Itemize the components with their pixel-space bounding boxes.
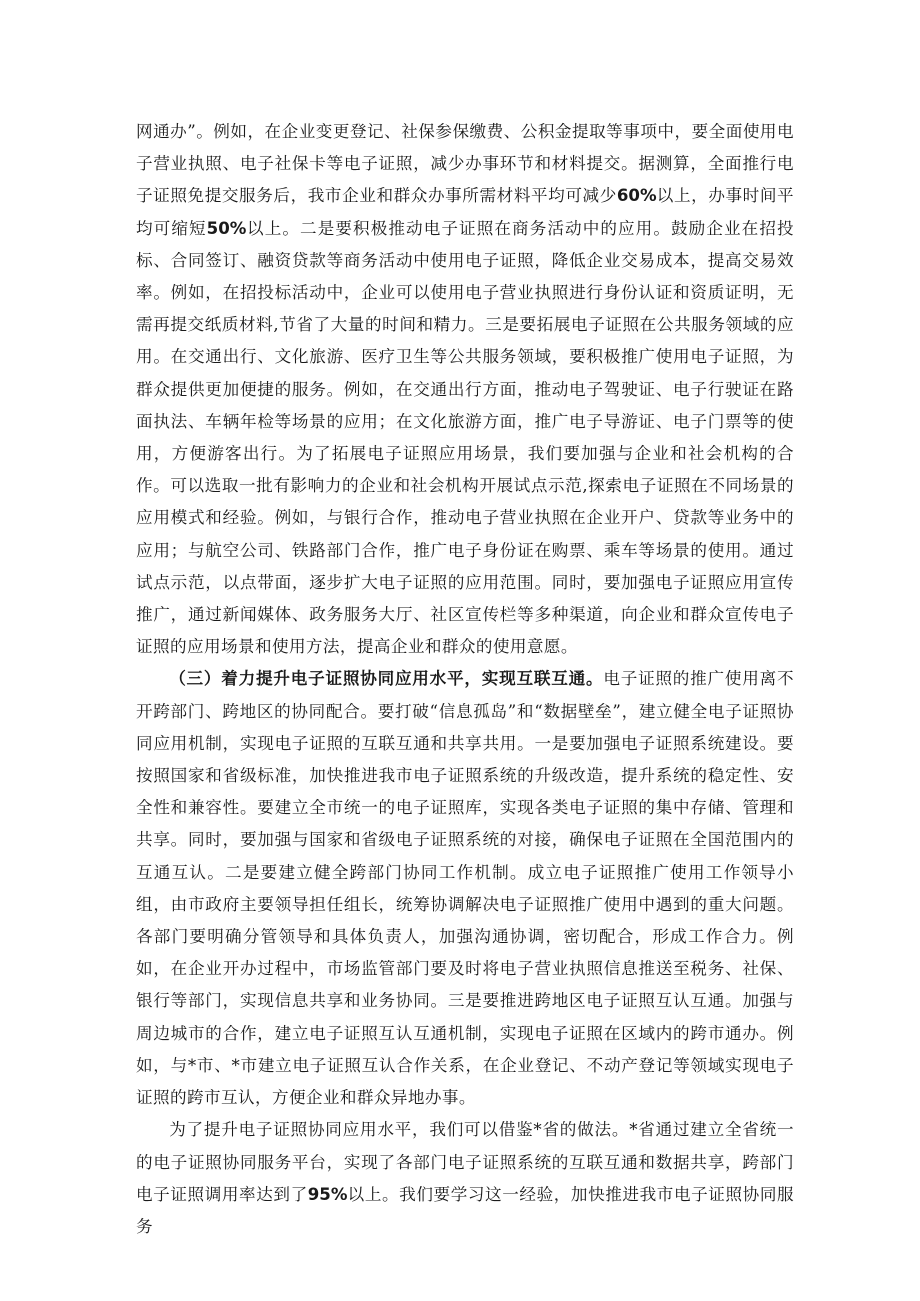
text-segment: 电子证照的推广使用离不开跨部门、跨地区的协同配合。要打破“信息孤岛”和“数据壁垒”，建立健全电子证照协同应用机制，实现电子证照的互联互通和共享共用。一是要加强电子证照系统建设。要按照国家和省级标准，加快推进我市电子证照系统的升级改造，提升系统的稳定性、安全性和兼容性。要建立全市统一的电子证照库，实现各类电子证照的集中存储、管理和共享。同时，要加强与国家和省级电子证照系统的对接，确保电子证照在全国范围内的互通互认。二是要建立健全跨部门协同工作机制。成立电子证照推广使用工作领导小组，由市政府主要领导担任组长，统筹协调解决电子证照推广使用中遇到的重大问题。各部门要明确分管领导和具体负责人，加强沟通协调，密切配合，形成工作合力。例如，在企业开办过程中，市场监管部门要及时将电子营业执照信息推送至税务、社保、银行等部门，实现信息共享和业务协同。三是要推进跨地区电子证照互认互通。加强与周边城市的合作，建立电子证照互认互通机制，实现电子证照在区域内的跨市通办。例如，与*市、*市建立电子证照互认合作关系，在企业登记、不动产登记等领域实现电子证照的跨市互认，方便企业和群众异地办事。 bbox=[136, 669, 794, 1108]
stat-call-rate: 95% bbox=[307, 1184, 348, 1204]
text-segment: 以上，办事时间平均可缩短 bbox=[136, 186, 795, 238]
text-segment: 以上。二是要积极推动电子证照在商务活动中的应用。鼓励企业在招投标、合同签订、融资贷款等商务活动中使用电子证照，降低企业交易成本，提高交易效率。例如，在招投标活动中，企业可以使用电子营业执照进行身份认证和资质证明，无需再提交纸质材料,节省了大量的时间和精力。三是要拓展电子证照在公共服务领域的应用。在交通出行、文化旅游、医疗卫生等公共服务领域，要积极推广使用电子证照，为群众提供更加便捷的服务。例如，在交通出行方面，推动电子驾驶证、电子行驶证在路面执法、车辆年检等场景的应用；在文化旅游方面，推广电子导游证、电子门票等的使用，方便游客出行。为了拓展电子证照应用场景，我们要加强与企业和社会机构的合作。可以选取一批有影响力的企业和社会机构开展试点示范,探索电子证照在不同场景的应用模式和经验。例如，与银行合作，推动电子营业执照在企业开户、贷款等业务中的应用；与航空公司、铁路部门合作，推广电子身份证在购票、乘车等场景的使用。通过试点示范，以点带面，逐步扩大电子证照的应用范围。同时，要加强电子证照应用宣传推广，通过新闻媒体、政务服务大厅、社区宣传栏等多种渠道，向企业和群众宣传电子证照的应用场景和使用方法，提高企业和群众的使用意愿。 bbox=[136, 218, 794, 657]
text-segment: 以上。我们要学习这一经验，加快推进我市电子证照协同服务 bbox=[136, 1184, 794, 1236]
paragraph-application-scenarios bbox=[136, 116, 794, 663]
stat-material-reduction: 60% bbox=[616, 186, 657, 206]
paragraph-province-example bbox=[136, 1114, 794, 1243]
stat-time-reduction: 50% bbox=[206, 218, 247, 238]
text-segment: 网通办”。例如，在企业变更登记、社保参保缴费、公积金提取等事项中，要全面使用电子营业执照、电子社保卡等电子证照，减少办事环节和材料提交。据测算，全面推行电子证照免提交服务后，我市企业和群众办事所需材料平均可减少 bbox=[136, 122, 794, 206]
paragraph-collaboration bbox=[136, 663, 794, 1114]
section-heading-three: （三）着力提升电子证照协同应用水平，实现互联互通。 bbox=[169, 669, 604, 689]
document-page bbox=[136, 116, 794, 1243]
text-segment: 为了提升电子证照协同应用水平，我们可以借鉴*省的做法。*省通过建立全省统一的电子证照协同服务平台，实现了各部门电子证照系统的互联互通和数据共享，跨部门电子证照调用率达到了 bbox=[136, 1120, 794, 1204]
